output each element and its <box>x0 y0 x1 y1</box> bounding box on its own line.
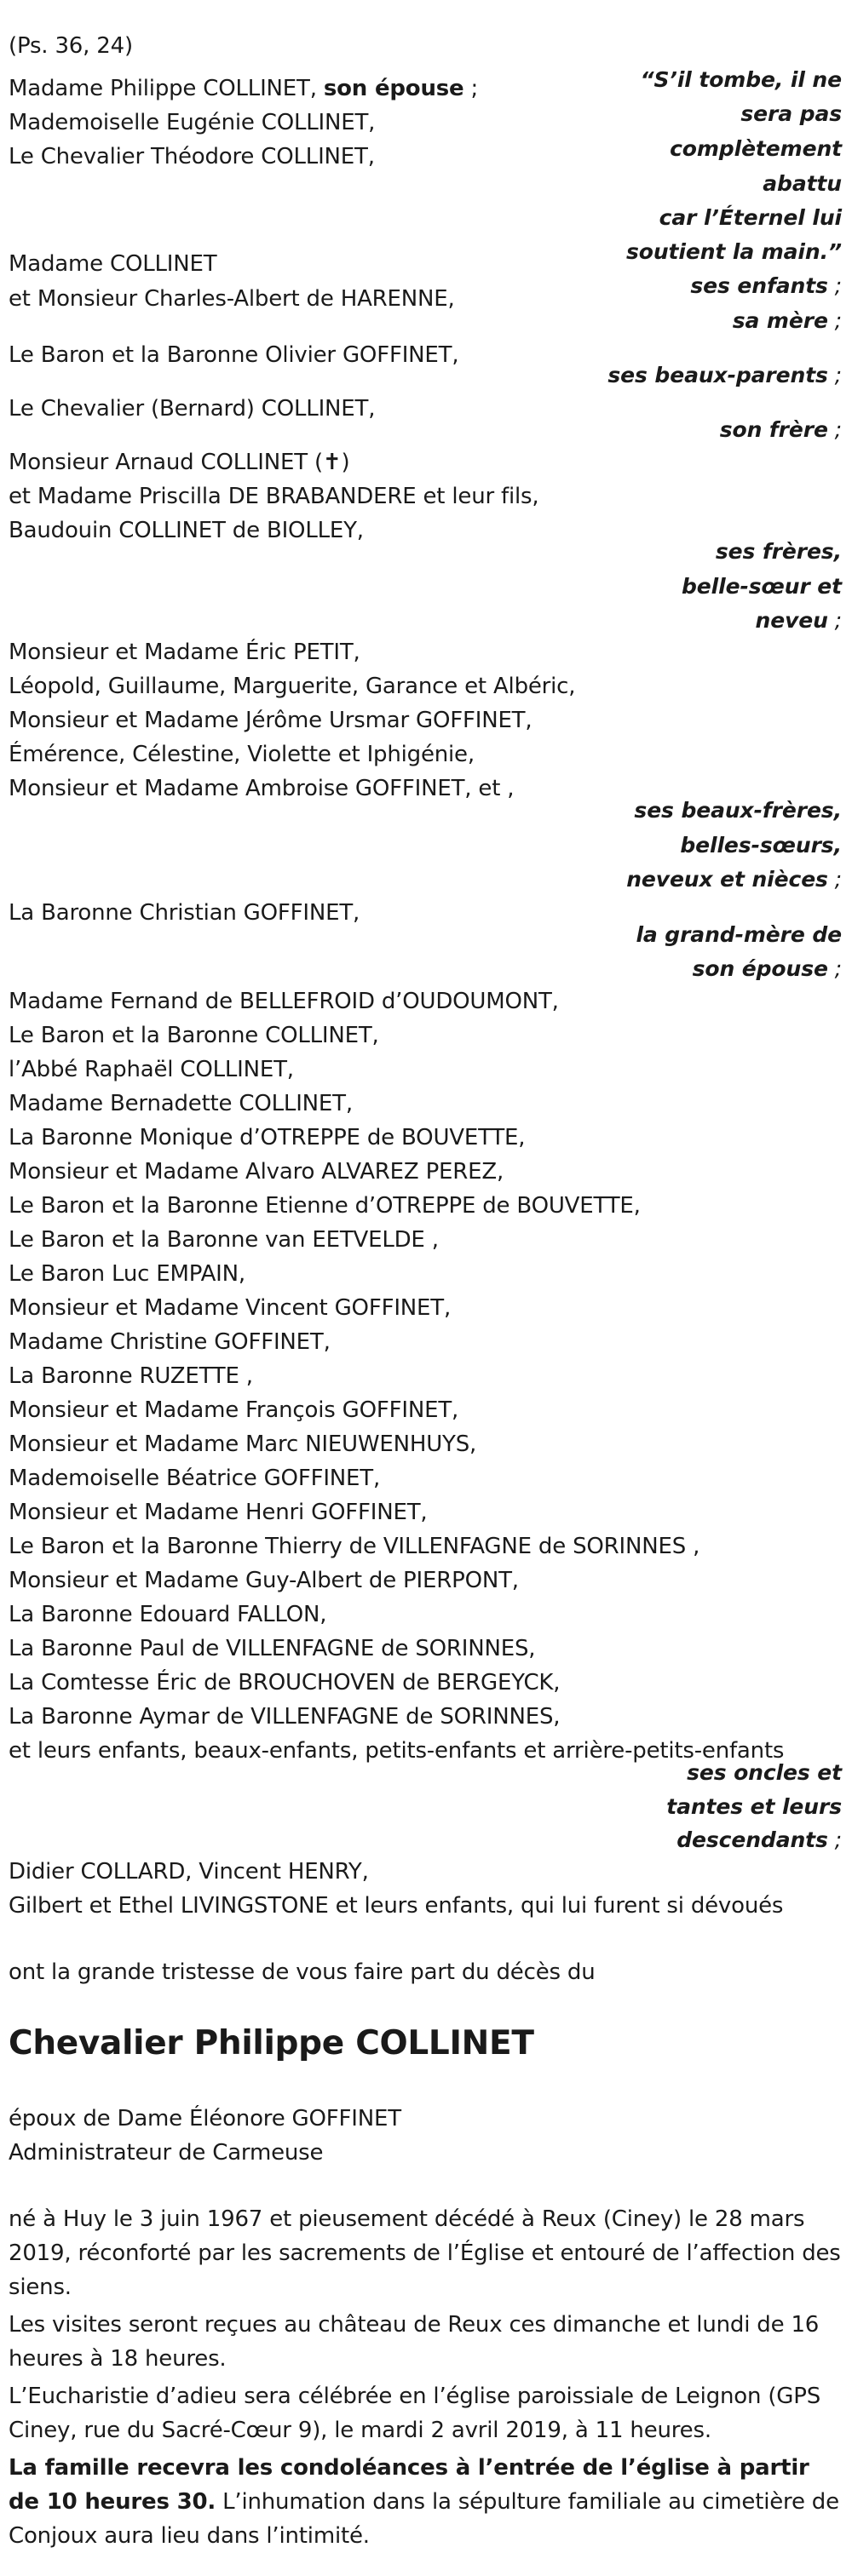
relative-name: et leurs enfants, beaux-enfants, petits-enfants et arrière-petits-enfants <box>9 1738 785 1764</box>
in-law-name: Léopold, Guillaume, Marguerite, Garance et Albéric, <box>9 674 576 699</box>
in-law-name: Monsieur et Madame Jérôme Ursmar GOFFINET, <box>9 708 532 733</box>
quote-line: soutient la main.” <box>625 239 842 264</box>
relative-name: La Baronne Edouard FALLON, <box>9 1602 327 1627</box>
mother-name: et Monsieur Charles-Albert de HARENNE, <box>9 286 455 312</box>
in-laws-role: neveux et nièces ; <box>626 867 842 892</box>
deceased-occupation: Administrateur de Carmeuse <box>9 2140 324 2166</box>
burial-notice: L’inhumation dans la sépulture familiale au cimetière de Conjoux aura lieu dans l’intimité. <box>9 2489 839 2549</box>
spouse-name: Madame Philippe COLLINET, <box>9 76 324 101</box>
relative-name: Madame Fernand de BELLEFROID d’OUDOUMONT, <box>9 989 559 1014</box>
friend-line: Didier COLLARD, Vincent HENRY, <box>9 1859 369 1885</box>
grandmother-role: la grand-mère de <box>636 922 842 947</box>
quote-line: sera pas <box>740 101 842 126</box>
eucharist-paragraph: L’Eucharistie d’adieu sera célébrée en l’église paroissiale de Leignon (GPS Ciney, rue du Sacré-Cœur 9), le mardi 2 avril 2019, à 11 heures. <box>9 2384 821 2443</box>
relative-name: La Baronne Paul de VILLENFAGNE de SORINNES, <box>9 1636 536 1661</box>
parents-in-law-name: Le Baron et la Baronne Olivier GOFFINET, <box>9 342 459 368</box>
relative-name: Le Baron Luc EMPAIN, <box>9 1261 245 1287</box>
relative-name: Monsieur et Madame Marc NIEUWENHUYS, <box>9 1431 477 1457</box>
relative-name: La Baronne RUZETTE , <box>9 1363 253 1389</box>
children-role: ses enfants ; <box>690 273 842 298</box>
brother-name: Le Chevalier (Bernard) COLLINET, <box>9 396 376 422</box>
birth-death-paragraph: né à Huy le 3 juin 1967 et pieusement décédé à Reux (Ciney) le 28 mars 2019, réconforté par les sacrements de l’Église et entouré de l’affection des siens. <box>9 2206 841 2300</box>
siblings-role: ses frères, <box>715 539 842 564</box>
condolences-paragraph <box>9 2451 843 2553</box>
relative-name: Madame Bernadette COLLINET, <box>9 1091 353 1116</box>
parents-in-law-role: ses beaux-parents ; <box>607 363 842 387</box>
spouse-role: son épouse <box>323 76 464 101</box>
siblings-role: belle-sœur et <box>682 574 842 599</box>
relative-name: Madame Christine GOFFINET, <box>9 1329 331 1355</box>
relatives-role: ses oncles et <box>687 1760 842 1785</box>
relative-name: Mademoiselle Béatrice GOFFINET, <box>9 1466 381 1491</box>
friend-line: Gilbert et Ethel LIVINGSTONE et leurs enfants, qui lui furent si dévoués <box>9 1893 784 1919</box>
relative-name: Le Baron et la Baronne van EETVELDE , <box>9 1227 439 1253</box>
visits-paragraph: Les visites seront reçues au château de Reux ces dimanche et lundi de 16 heures à 18 heures. <box>9 2312 820 2372</box>
in-law-name: Monsieur et Madame Éric PETIT, <box>9 640 360 665</box>
relative-name: Monsieur et Madame Alvaro ALVAREZ PEREZ, <box>9 1159 504 1185</box>
quote-line: abattu <box>763 171 842 196</box>
sibling-name: Baudouin COLLINET de BIOLLEY, <box>9 518 364 543</box>
relative-name: Le Baron et la Baronne Etienne d’OTREPPE de BOUVETTE, <box>9 1193 641 1219</box>
relative-name: La Baronne Monique d’OTREPPE de BOUVETTE, <box>9 1125 526 1150</box>
relative-name: Monsieur et Madame François GOFFINET, <box>9 1397 459 1423</box>
role-separator: ; <box>463 76 479 101</box>
relatives-role: descendants ; <box>676 1827 842 1852</box>
grandmother-name: La Baronne Christian GOFFINET, <box>9 900 360 926</box>
relative-name: Le Baron et la Baronne Thierry de VILLENFAGNE de SORINNES , <box>9 1534 700 1559</box>
in-laws-role: belles-sœurs, <box>680 833 842 858</box>
mother-role: sa mère ; <box>732 308 842 333</box>
relative-name: La Baronne Aymar de VILLENFAGNE de SORINNES, <box>9 1704 561 1730</box>
relative-name: La Comtesse Éric de BROUCHOVEN de BERGEYCK, <box>9 1670 561 1695</box>
siblings-role: neveu ; <box>755 608 842 633</box>
child-name: Le Chevalier Théodore COLLINET, <box>9 144 375 169</box>
sibling-name: et Madame Priscilla DE BRABANDERE et leur fils, <box>9 484 539 509</box>
quote-line: car l’Éternel lui <box>659 205 842 230</box>
relative-name: Monsieur et Madame Guy-Albert de PIERPONT, <box>9 1568 519 1593</box>
in-laws-role: ses beaux-frères, <box>634 798 842 823</box>
in-law-name: Émérence, Célestine, Violette et Iphigénie, <box>9 742 475 767</box>
child-name: Mademoiselle Eugénie COLLINET, <box>9 110 376 135</box>
quote-line: complètement <box>670 136 842 161</box>
relatives-role: tantes et leurs <box>666 1794 842 1819</box>
condolences-notice: La famille recevra les condoléances à l’entrée de l’église à partir de 10 heures 30. <box>9 2455 809 2515</box>
in-law-name: Monsieur et Madame Ambroise GOFFINET, et , <box>9 776 515 801</box>
sibling-name: Monsieur Arnaud COLLINET (✝) <box>9 450 350 475</box>
deceased-spouse: époux de Dame Éléonore GOFFINET <box>9 2106 401 2131</box>
relative-name: l’Abbé Raphaël COLLINET, <box>9 1057 294 1082</box>
psalm-reference: (Ps. 36, 24) <box>9 33 133 59</box>
deceased-name: Chevalier Philippe COLLINET <box>9 2024 534 2063</box>
quote-line: “S’il tombe, il ne <box>640 67 842 92</box>
relative-name: Monsieur et Madame Henri GOFFINET, <box>9 1500 428 1525</box>
relative-name: Monsieur et Madame Vincent GOFFINET, <box>9 1295 452 1321</box>
grandmother-role: son épouse ; <box>692 956 842 981</box>
relative-name: Le Baron et la Baronne COLLINET, <box>9 1023 379 1048</box>
announcement: ont la grande tristesse de vous faire part du décès du <box>9 1959 596 1985</box>
mother-name: Madame COLLINET <box>9 251 217 277</box>
spouse-line <box>9 72 478 106</box>
brother-role: son frère ; <box>719 417 842 442</box>
